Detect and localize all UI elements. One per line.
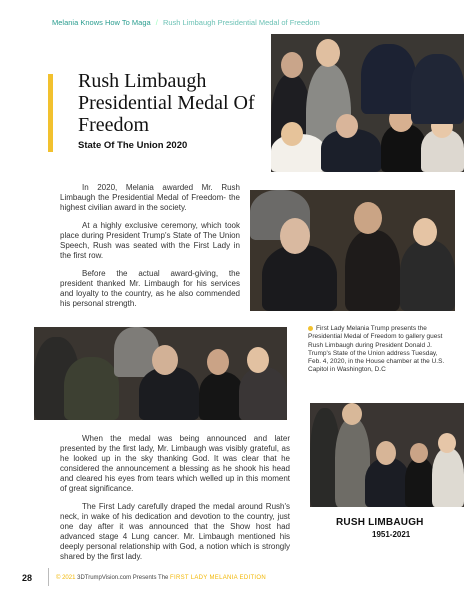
footer-divider xyxy=(48,568,49,586)
photo-limbaugh-emotional xyxy=(250,190,455,311)
paragraph: In 2020, Melania awarded Mr. Rush Limbaugh the Presidential Medal of Freedom- the highest civilian award in the society. xyxy=(60,183,240,212)
paragraph: At a highly exclusive ceremony, which took place during President Trump's State of The Union Speech, Rush was seated with the First Lady in the first row. xyxy=(60,221,240,260)
paragraph: When the medal was being announced and later presented by the first lady, Mr. Limbaugh was visibly grateful, as he looked up in the sky thanking God. It was clear that he considered the announcement a blessing as he shook his head and cleared his eyes from tears which welled up in this moment of great significance. xyxy=(60,434,290,493)
footer-year: © 2021 xyxy=(56,575,76,581)
profile-years: 1951-2021 xyxy=(372,530,411,539)
footer-edition: FIRST LADY MELANIA EDITION xyxy=(170,575,266,581)
caption-bullet-icon xyxy=(308,326,313,331)
paragraph: Before the actual award-giving, the president thanked Mr. Limbaugh for his services and loyalty to the country, as he also commended his personal strength. xyxy=(60,269,240,308)
breadcrumb-current: Rush Limbaugh Presidential Medal of Freedom xyxy=(162,18,320,27)
caption-text: First Lady Melania Trump presents the Presidential Medal of Freedom to gallery guest Rush Limbaugh during President Donald J. Trump's State of the Union address Tuesday, Feb. 4, 2020, in the House chamber at the U.S. Capitol in Washington, D.C xyxy=(308,325,445,374)
photo-applause xyxy=(271,34,464,172)
breadcrumb xyxy=(52,18,320,27)
profile-name: RUSH LIMBAUGH xyxy=(336,517,424,528)
photo-caption xyxy=(308,325,448,375)
page-title: Rush Limbaugh Presidential Medal Of Freedom xyxy=(78,70,255,136)
page-number: 28 xyxy=(22,573,33,583)
article-body-bottom xyxy=(60,434,290,570)
photo-limbaugh-crowd xyxy=(310,403,464,507)
footer xyxy=(56,575,266,581)
photo-limbaugh-medal xyxy=(34,327,287,420)
footer-source: 3DTrumpVision.com Presents The xyxy=(77,575,169,581)
page-subtitle: State Of The Union 2020 xyxy=(78,140,188,151)
breadcrumb-separator: / xyxy=(155,18,158,27)
paragraph: The First Lady carefully draped the medal around Rush's neck, in wake of his dedication and devotion to the country, just one day after it was announced that the Show host had advanced stage 4 Lung cancer. Mr. Limbaugh mentioned his deeply personal relationship with God, a notion which is strongly shared by the first lady. xyxy=(60,502,290,561)
article-body-top xyxy=(60,183,240,317)
title-accent-bar xyxy=(48,74,53,152)
breadcrumb-parent-link[interactable]: Melania Knows How To Maga xyxy=(52,18,151,27)
